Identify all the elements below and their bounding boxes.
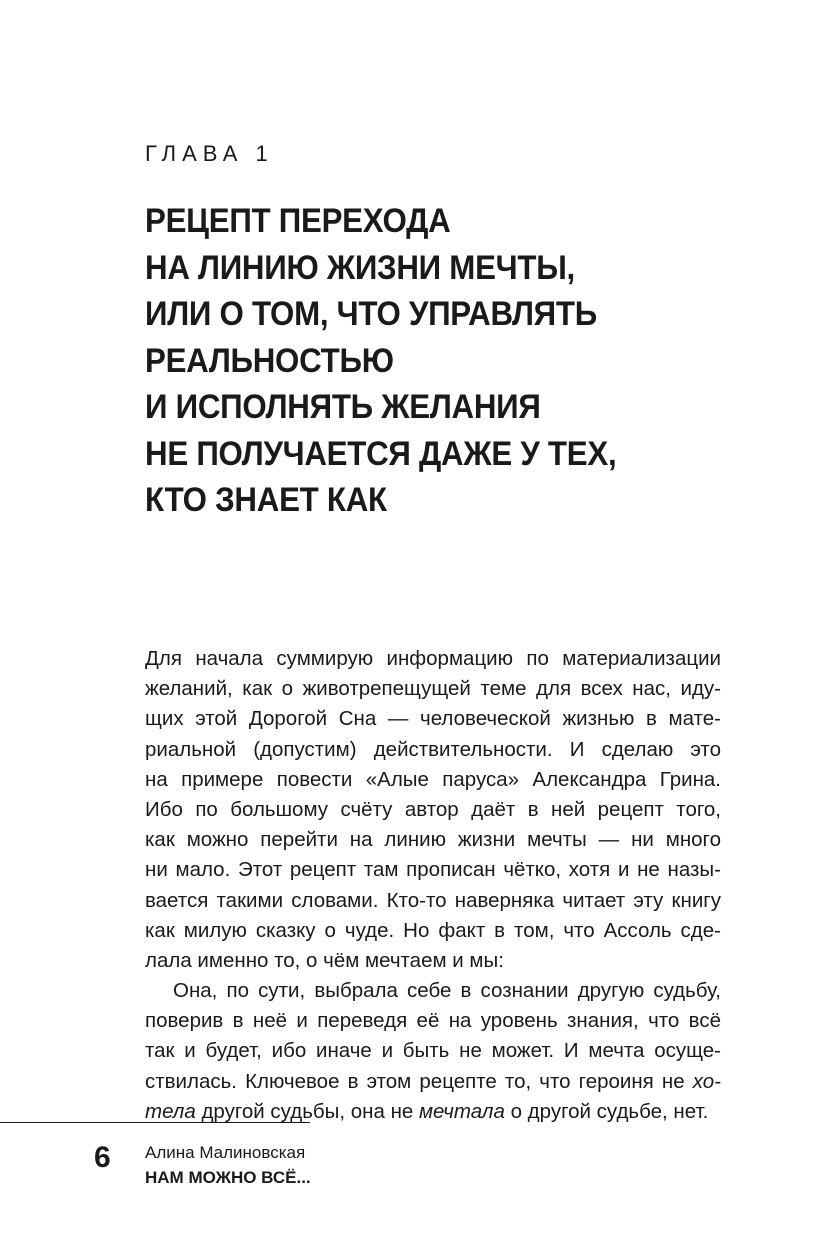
italic-fragment: тела: [145, 1099, 196, 1123]
text-line: желаний, как о животрепещущей теме для всех нас, иду-: [145, 677, 721, 701]
italic-fragment: хо-: [692, 1069, 721, 1093]
text-line: вается такими словами. Кто-то наверняка читает эту книгу: [145, 888, 721, 912]
text-fragment: другой судьбы, она не: [195, 1099, 419, 1123]
chapter-title-line: РЕАЛЬНОСТЬЮ: [145, 341, 394, 380]
chapter-title-line: КТО ЗНАЕТ КАК: [145, 481, 387, 519]
text-line: ни мало. Этот рецепт там прописан чётко, хотя и не назы-: [145, 858, 721, 882]
text-line: как можно перейти на линию жизни мечты — ни много: [145, 828, 721, 852]
text-line: Ибо по большому счёту автор даёт в ней рецепт того,: [145, 797, 721, 821]
chapter-title-line: И ИСПОЛНЯТЬ ЖЕЛАНИЯ: [145, 388, 541, 426]
text-line: лала именно то, о чём мечтаем и мы:: [145, 948, 504, 972]
chapter-title-line: НА ЛИНИЮ ЖИЗНИ МЕЧТЫ,: [145, 248, 575, 287]
text-line: риальной (допустим) действительности. И сделаю это: [145, 737, 721, 761]
footer-divider: [0, 1122, 310, 1123]
body-text: [145, 644, 721, 1127]
page-number: 6: [94, 1141, 111, 1174]
text-line: поверив в неё и переведя её на уровень знания, что всё: [145, 1009, 721, 1033]
text-fragment: о другой судьбе, нет.: [504, 1099, 709, 1123]
paragraph: [145, 976, 721, 1127]
text-fragment: ствилась. Ключевое в этом рецепте то, что героиня не: [145, 1069, 693, 1093]
text-line: [145, 1067, 721, 1097]
paragraph: [145, 644, 721, 976]
text-line: так и будет, ибо иначе и быть не может. И мечта осуще-: [145, 1039, 721, 1063]
text-line: на примере повести «Алые паруса» Александра Грина.: [145, 767, 721, 791]
text-line: Для начала суммирую информацию по материализации: [145, 647, 721, 670]
chapter-title-line: ИЛИ О ТОМ, ЧТО УПРАВЛЯТЬ: [145, 295, 597, 333]
text-line: Она, по сути, выбрала себе в сознании другую судьбу,: [173, 979, 721, 1003]
text-line: щих этой Дорогой Сна — человеческой жизнью в мате-: [145, 707, 721, 731]
footer-author: Алина Малиновская: [145, 1143, 306, 1162]
chapter-title: [145, 198, 715, 524]
chapter-title-line: НЕ ПОЛУЧАЕТСЯ ДАЖЕ У ТЕХ,: [145, 434, 617, 473]
chapter-label: ГЛАВА 1: [145, 141, 274, 166]
text-line: как милую сказку о чуде. Но факт в том, что Ассоль сде-: [145, 918, 721, 942]
italic-fragment: мечтала: [418, 1099, 505, 1123]
footer-book-title: НАМ МОЖНО ВСЁ...: [145, 1168, 311, 1187]
chapter-title-line: РЕЦЕПТ ПЕРЕХОДА: [145, 202, 451, 240]
